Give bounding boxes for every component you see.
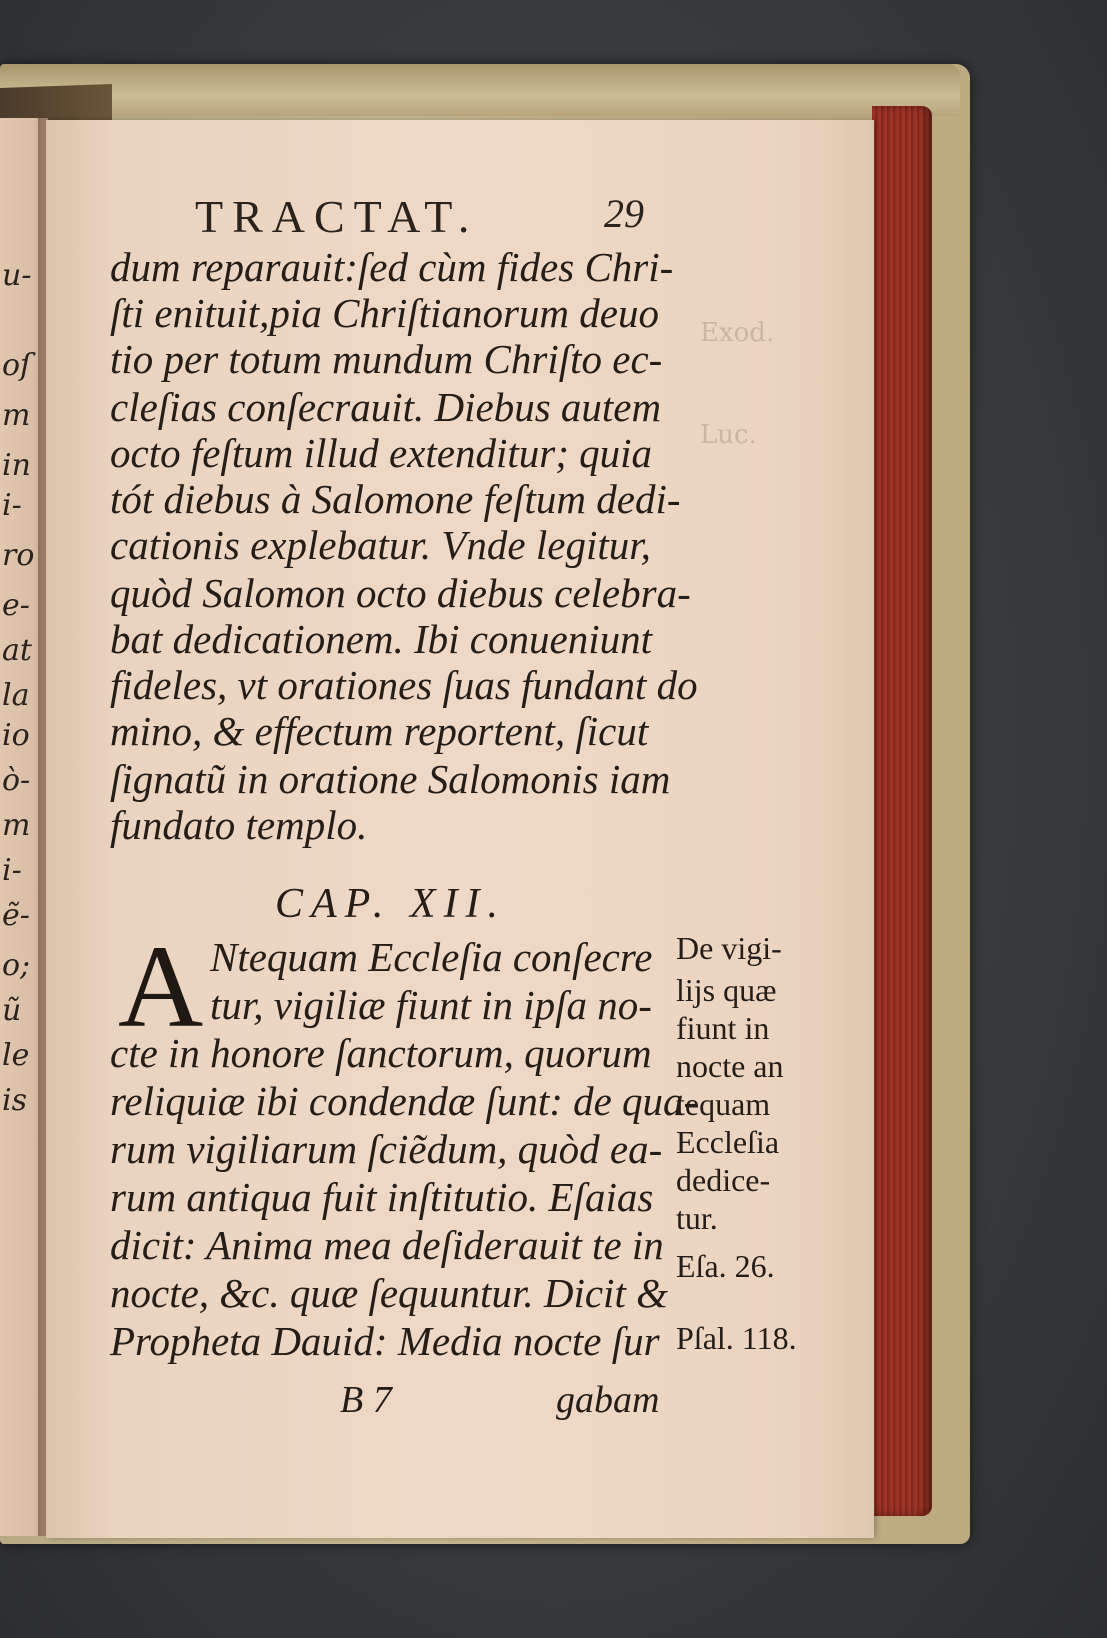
chapter-heading: CAP. XII. — [275, 881, 507, 927]
text-line: Propheta Dauid: Media nocte ſur — [110, 1318, 660, 1364]
marginal-note-line: Eccleſia — [676, 1124, 780, 1160]
text-line: Ntequam Eccleſia conſecre — [210, 934, 653, 980]
marginal-note-line: tequam — [676, 1086, 771, 1122]
marginal-note-line: dedice- — [676, 1162, 771, 1198]
text-line: dicit: Anima mea deſiderauit te in — [110, 1222, 664, 1268]
marginal-note-line: lijs quæ — [676, 972, 777, 1008]
text-line: cationis explebatur. Vnde legitur, — [110, 522, 651, 568]
text-line: cte in honore ſanctorum, quorum — [110, 1030, 652, 1076]
text-line: tur, vigiliæ fiunt in ipſa no- — [210, 982, 652, 1028]
text-line: ſti enituit,pia Chriſtianorum deuo — [110, 290, 659, 336]
text-line: rum vigiliarum ſciẽdum, quòd ea- — [110, 1126, 663, 1172]
text-line: nocte, &c. quæ ſequuntur. Dicit & — [110, 1270, 668, 1316]
text-line: bat dedicationem. Ibi conueniunt — [110, 616, 652, 662]
text-line: reliquiæ ibi condendæ ſunt: de qua- — [110, 1078, 698, 1124]
text-line: mino, & effectum reportent, ſicut — [110, 708, 649, 754]
page-fore-edge — [872, 106, 932, 1516]
signature-mark: B 7 — [340, 1379, 392, 1421]
show-through-text: Exod. — [700, 318, 775, 348]
show-through-text: Luc. — [700, 420, 757, 450]
text-line: fideles, vt orationes ſuas fundant do — [110, 662, 698, 708]
catchword: gabam — [556, 1379, 660, 1421]
running-head: TRACTAT. — [195, 191, 479, 242]
marginal-note-line: tur. — [676, 1200, 718, 1236]
marginal-note-line: De vigi- — [676, 930, 782, 966]
marginal-reference: Pſal. 118. — [676, 1320, 797, 1356]
text-line: fundato templo. — [110, 802, 368, 848]
text-line: quòd Salomon octo diebus celebra- — [110, 570, 691, 616]
page-number: 29 — [604, 191, 644, 236]
marginal-note-line: nocte an — [676, 1048, 784, 1084]
text-line: rum antiqua fuit inſtitutio. Eſaias — [110, 1174, 654, 1220]
marginal-note-line: fiunt in — [676, 1010, 770, 1046]
drop-cap: A — [118, 921, 204, 1052]
book-cover-top-edge — [0, 64, 960, 116]
text-line: tót diebus à Salomone feſtum dedi- — [110, 476, 681, 522]
text-line: tio per totum mundum Chriſto ec- — [110, 336, 663, 382]
marginal-reference: Eſa. 26. — [676, 1248, 775, 1284]
text-line: octo feſtum illud extenditur; quia — [110, 430, 653, 476]
facing-page-fragment: u- oſ m in i- ro e- at la io ò- m i- ẽ- o; ũ le is — [0, 118, 48, 1536]
text-line: ſignatũ in oratione Salomonis iam — [110, 756, 671, 802]
text-line: dum reparauit:ſed cùm fides Chri- — [110, 244, 674, 290]
text-line: cleſias conſecrauit. Diebus autem — [110, 384, 662, 430]
